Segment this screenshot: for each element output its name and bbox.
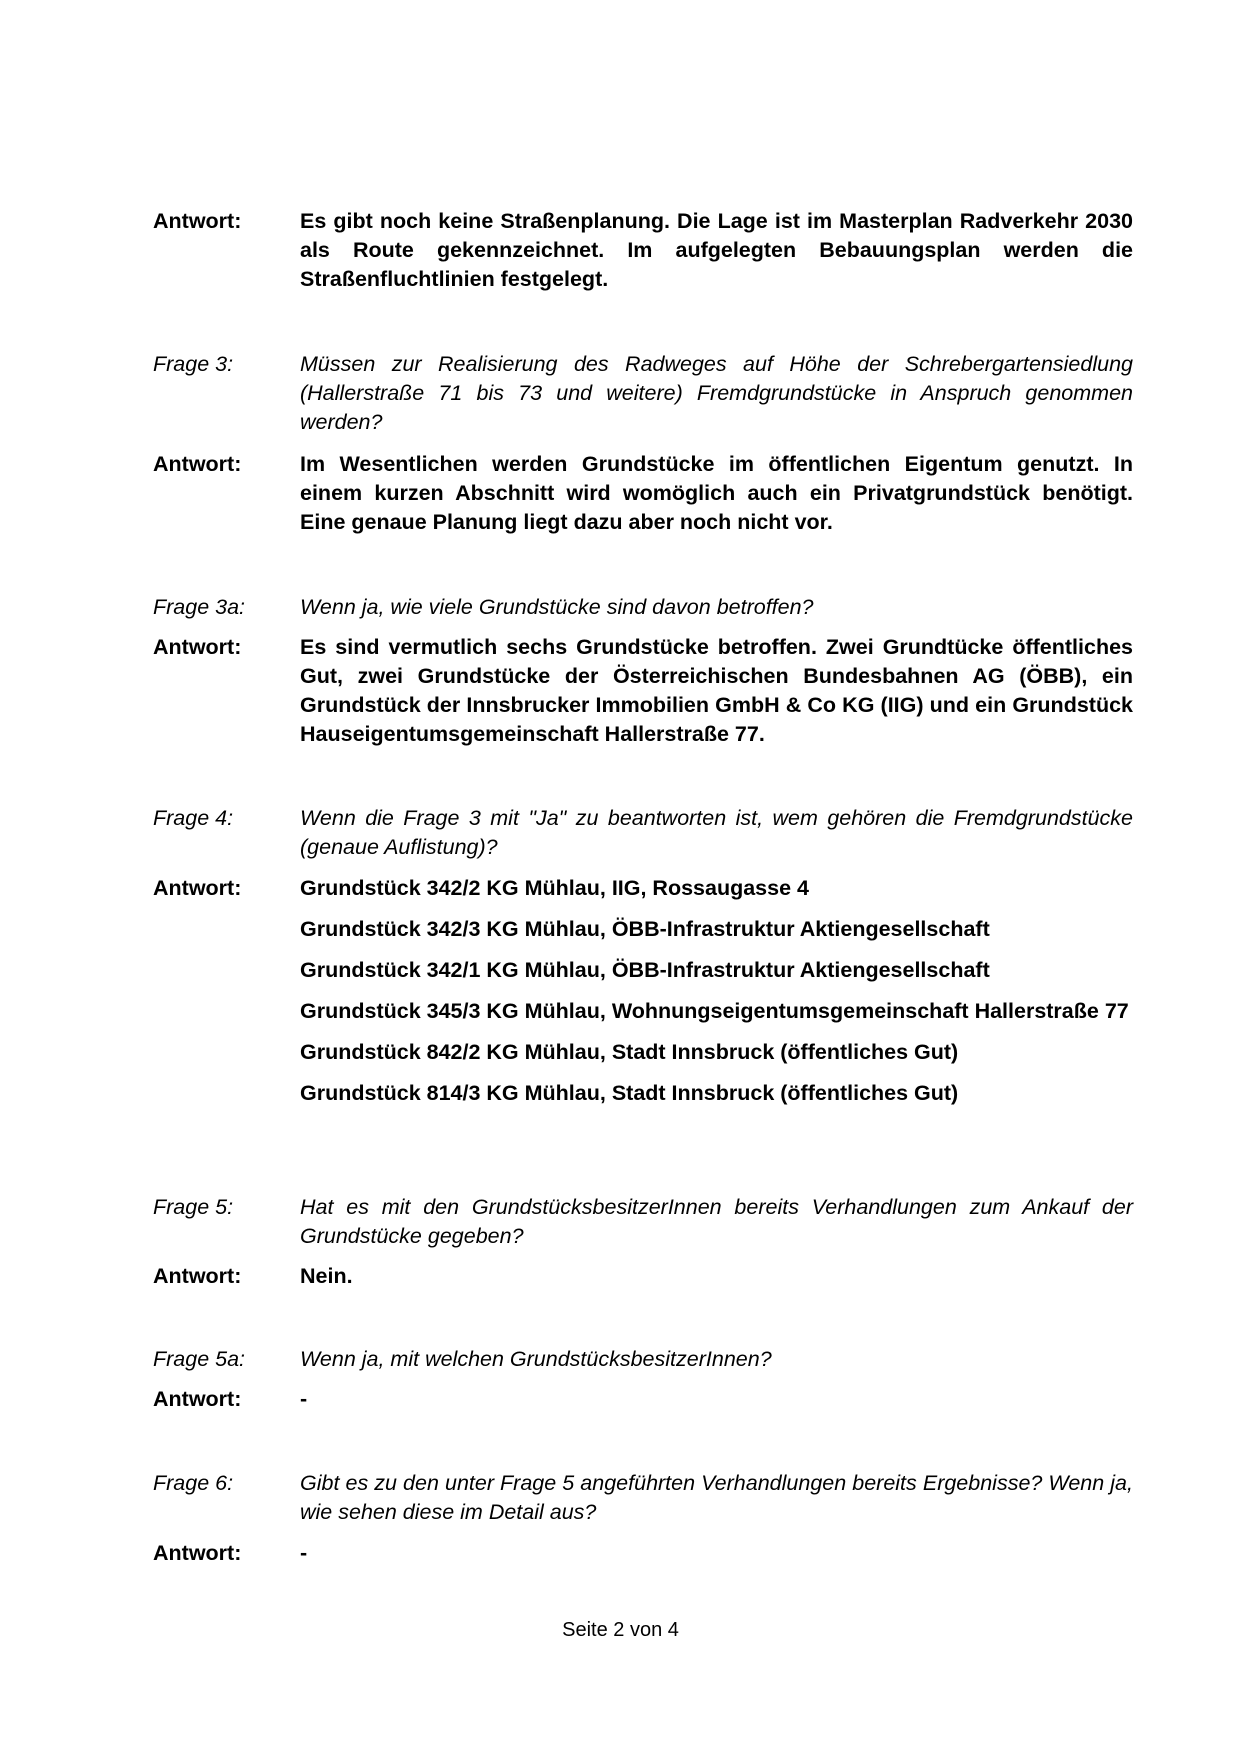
answer-label: Antwort:: [153, 1541, 242, 1565]
question-text: Müssen zur Realisierung des Radweges auf Höhe der Schrebergartensiedlung (Hallerstraße 71 bis 73 und weitere) Fremdgrundstücke in Anspruch genommen werden?: [300, 352, 1133, 434]
parcel-list: [300, 874, 1133, 1108]
parcel-item: Grundstück 342/1 KG Mühlau, ÖBB-Infrastruktur Aktiengesellschaft: [300, 958, 990, 982]
page-number: Seite 2 von 4: [562, 1619, 679, 1641]
question-text: Wenn die Frage 3 mit "Ja" zu beantworten ist, wem gehören die Fremdgrundstücke (genaue Auflistung)?: [300, 806, 1133, 859]
question-block-5a: [153, 1345, 1133, 1374]
answer-block: [153, 450, 1133, 537]
question-block-3: [153, 350, 1133, 437]
answer-text: Nein.: [300, 1264, 353, 1288]
question-label: Frage 3:: [153, 352, 234, 376]
parcel-item: Grundstück 842/2 KG Mühlau, Stadt Innsbruck (öffentliches Gut): [300, 1040, 959, 1064]
answer-label: Antwort:: [153, 876, 242, 900]
question-block-3a: [153, 593, 1133, 622]
answer-text: -: [300, 1387, 308, 1411]
question-text: Hat es mit den GrundstücksbesitzerInnen bereits Verhandlungen zum Ankauf der Grundstücke gegeben?: [300, 1195, 1133, 1248]
question-label: Frage 4:: [153, 806, 234, 830]
answer-label: Antwort:: [153, 635, 242, 659]
question-label: Frage 3a:: [153, 595, 246, 619]
parcel-item: Grundstück 342/3 KG Mühlau, ÖBB-Infrastruktur Aktiengesellschaft: [300, 917, 990, 941]
answer-block-parcel-list: [153, 874, 1133, 1108]
answer-label: Antwort:: [153, 1387, 242, 1411]
answer-block: [153, 1262, 1133, 1291]
answer-block: [153, 1539, 1133, 1568]
answer-text: -: [300, 1541, 308, 1565]
answer-text: Im Wesentlichen werden Grundstücke im öffentlichen Eigentum genutzt. In einem kurzen Abschnitt wird womöglich auch ein Privatgrundstück benötigt. Eine genaue Planung liegt dazu aber noch nicht vor.: [300, 452, 1133, 534]
parcel-item: Grundstück 814/3 KG Mühlau, Stadt Innsbruck (öffentliches Gut): [300, 1081, 959, 1105]
answer-label: Antwort:: [153, 452, 242, 476]
parcel-item: Grundstück 342/2 KG Mühlau, IIG, Rossaugasse 4: [300, 876, 809, 900]
question-text: Gibt es zu den unter Frage 5 angeführten Verhandlungen bereits Ergebnisse? Wenn ja, wie sehen diese im Detail aus?: [300, 1471, 1133, 1524]
question-block-6: [153, 1469, 1133, 1527]
answer-block: [153, 1385, 1133, 1414]
answer-label: Antwort:: [153, 1264, 242, 1288]
answer-block: [153, 207, 1133, 294]
question-label: Frage 6:: [153, 1471, 234, 1495]
question-label: Frage 5:: [153, 1195, 234, 1219]
question-text: Wenn ja, mit welchen GrundstücksbesitzerInnen?: [300, 1347, 772, 1371]
question-block-5: [153, 1193, 1133, 1251]
question-label: Frage 5a:: [153, 1347, 246, 1371]
answer-text: Es gibt noch keine Straßenplanung. Die Lage ist im Masterplan Radverkehr 2030 als Route gekennzeichnet. Im aufgelegten Bebauungsplan werden die Straßenfluchtlinien festgelegt.: [300, 209, 1133, 291]
question-block-4: [153, 804, 1133, 862]
answer-label: Antwort:: [153, 209, 242, 233]
answer-text: Es sind vermutlich sechs Grundstücke betroffen. Zwei Grundtücke öffentliches Gut, zwei Grundstücke der Österreichischen Bundesbahnen AG (ÖBB), ein Grundstück der Innsbrucker Immobilien GmbH & Co KG (IIG) und ein Grundstück Hauseigentumsgemeinschaft Hallerstraße 77.: [300, 635, 1133, 746]
answer-block: [153, 633, 1133, 749]
parcel-item: Grundstück 345/3 KG Mühlau, Wohnungseigentumsgemeinschaft Hallerstraße 77: [300, 999, 1129, 1023]
question-text: Wenn ja, wie viele Grundstücke sind davon betroffen?: [300, 595, 814, 619]
